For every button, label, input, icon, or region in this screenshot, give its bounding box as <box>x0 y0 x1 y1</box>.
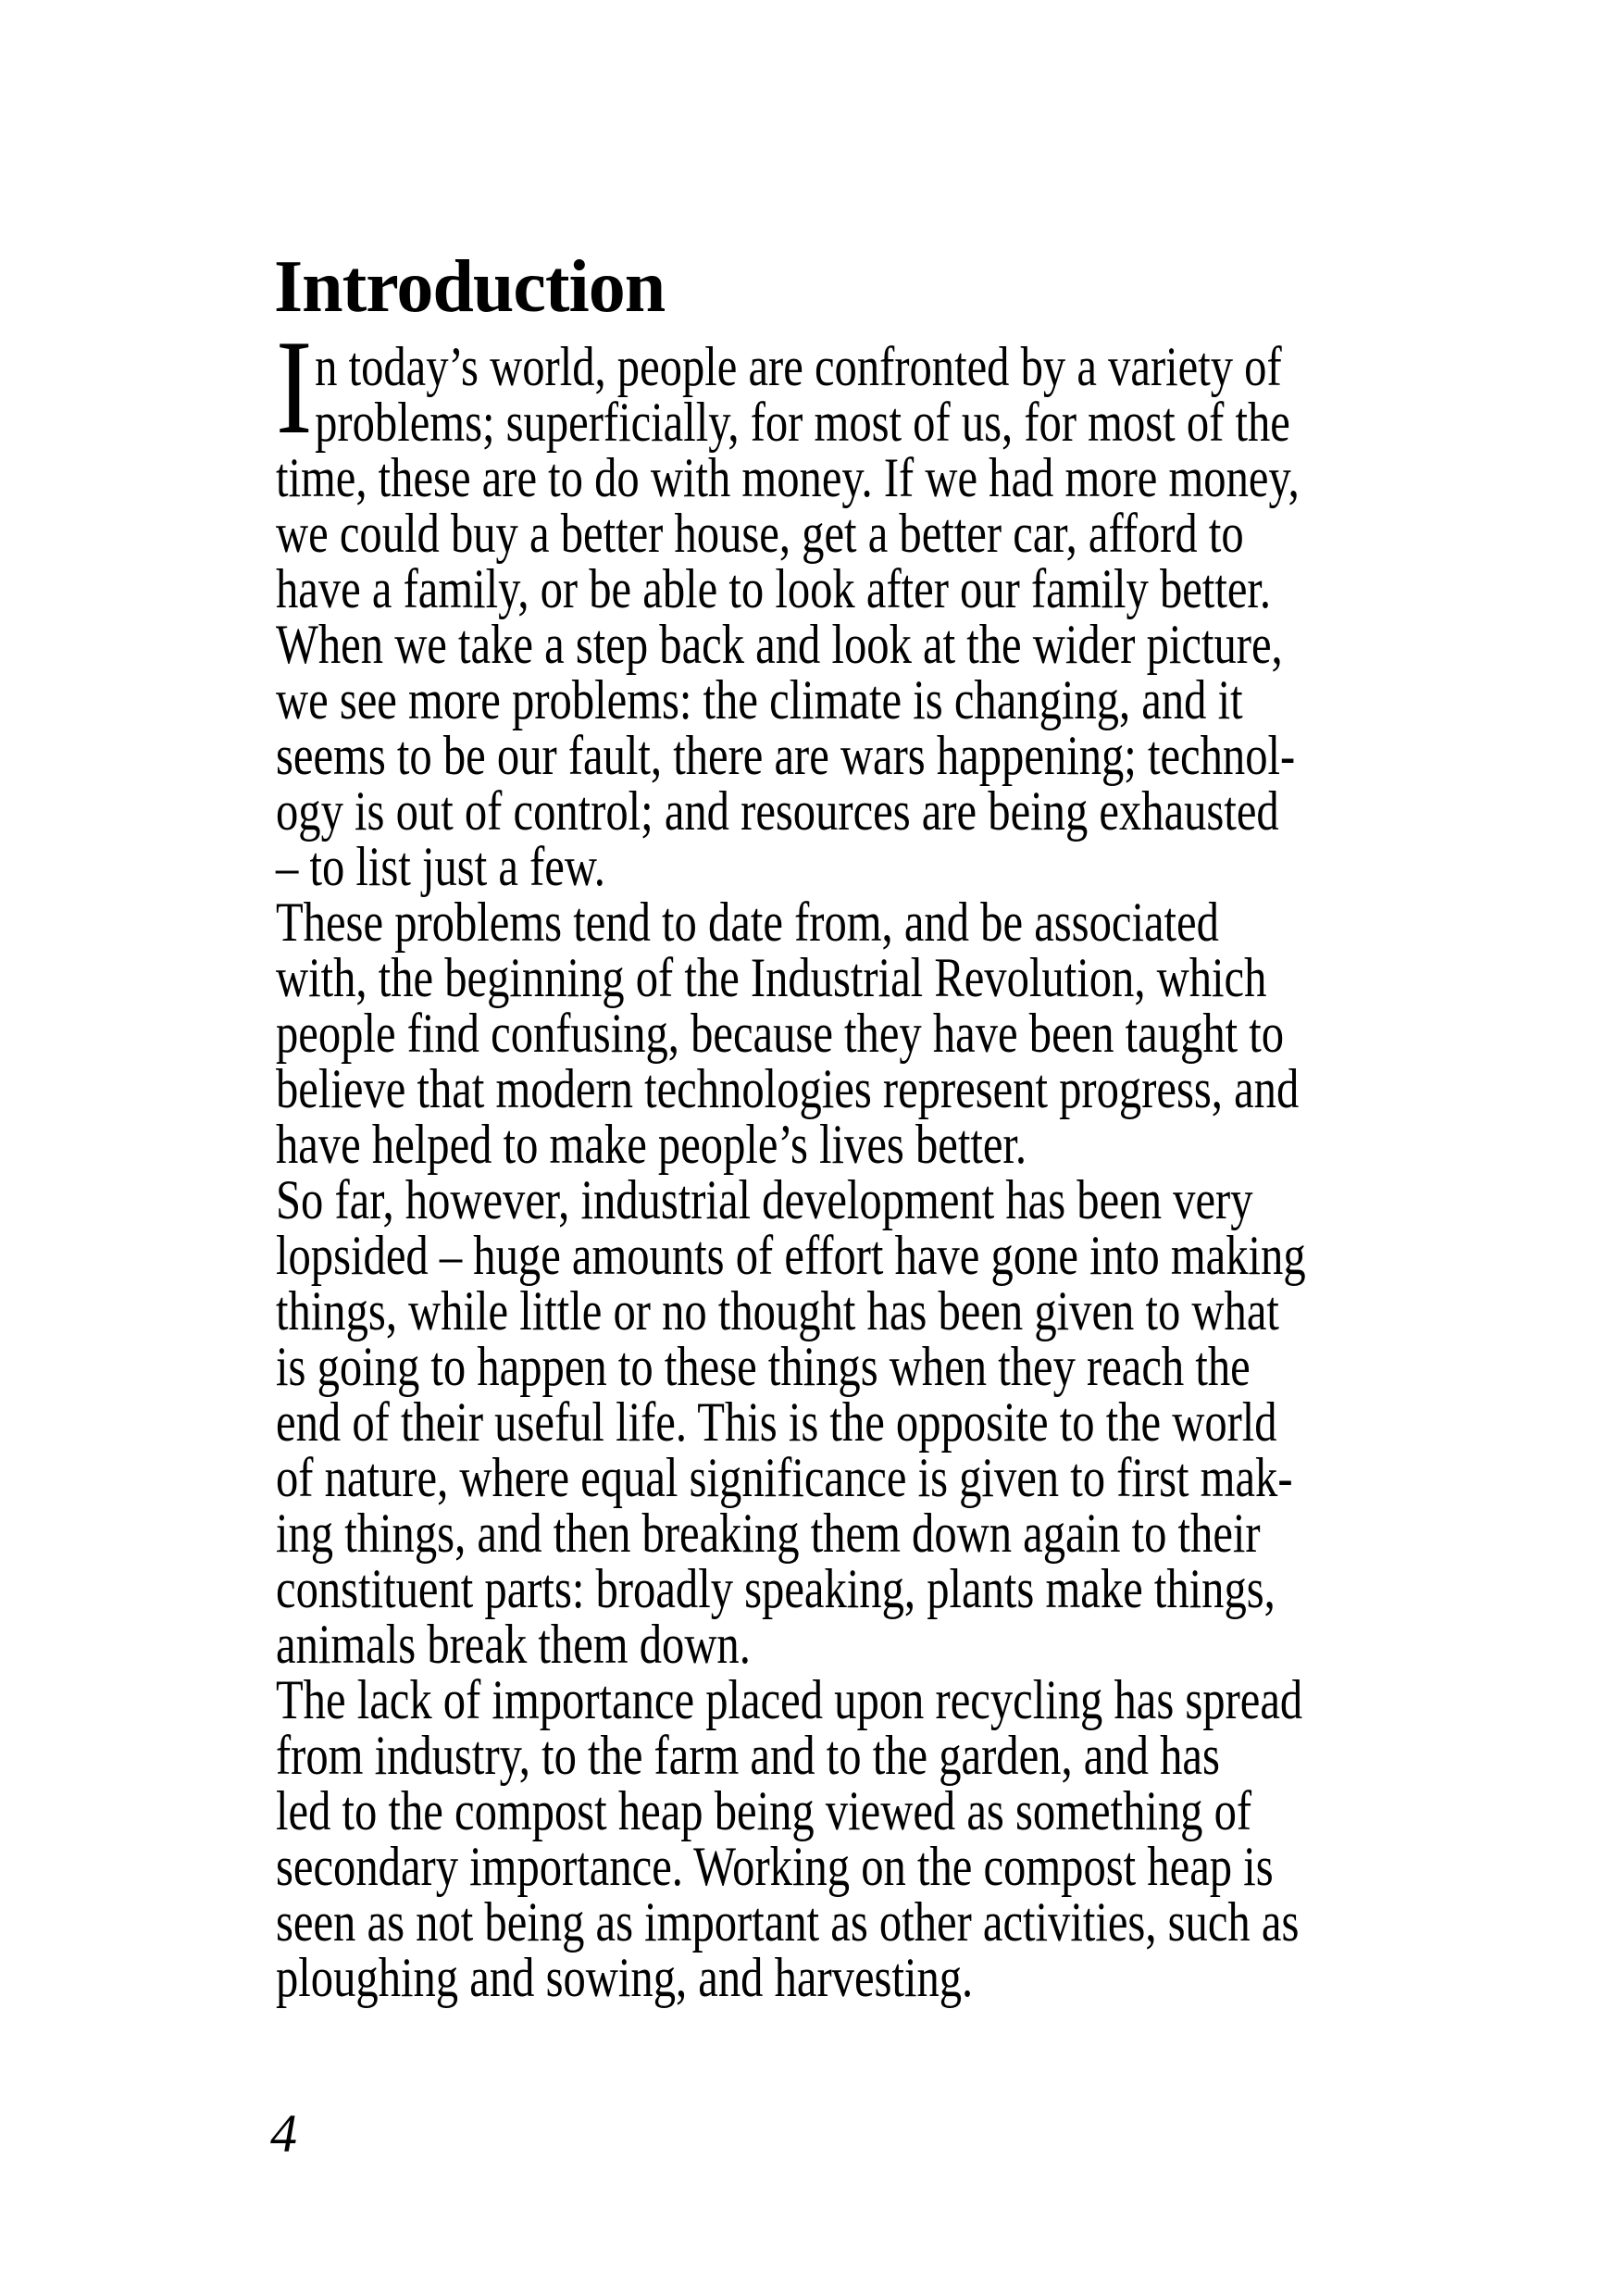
text-line: is going to happen to these things when they reach the <box>276 1336 1251 1397</box>
text-line: lopsided – huge amounts of effort have gone into making <box>276 1225 1306 1286</box>
text-line: have a family, or be able to look after our family better. <box>276 558 1272 619</box>
text-line: have helped to make people’s lives better. <box>276 1114 1027 1175</box>
chapter-heading: Introduction <box>274 246 666 328</box>
text-line: problems; superficially, for most of us, for most of the <box>315 392 1290 453</box>
paragraph <box>276 892 1340 1175</box>
text-line: When we take a step back and look at the wider picture, <box>276 614 1283 675</box>
text-line: believe that modern technologies represent progress, and <box>276 1058 1300 1119</box>
text-line: – to list just a few. <box>276 836 605 897</box>
text-line: constituent parts: broadly speaking, plants make things, <box>276 1558 1276 1619</box>
text-line: ogy is out of control; and resources are being exhausted <box>276 780 1279 842</box>
text-line: So far, however, industrial development has been very <box>276 1169 1253 1230</box>
text-line: The lack of importance placed upon recycling has spread <box>276 1669 1303 1730</box>
text-line: n today’s world, people are confronted by a variety of <box>315 336 1282 397</box>
text-line: of nature, where equal significance is given to first mak- <box>276 1447 1293 1508</box>
text-line: things, while little or no thought has been given to what <box>276 1280 1279 1341</box>
text-line: we see more problems: the climate is changing, and it <box>276 669 1243 730</box>
paragraph <box>276 312 1340 897</box>
text-line: people find confusing, because they have been taught to <box>276 1003 1285 1064</box>
paragraph <box>276 1169 1340 1675</box>
text-line: These problems tend to date from, and be associated <box>276 892 1219 953</box>
text-line: seems to be our fault, there are wars happening; technol- <box>276 725 1296 786</box>
text-line: we could buy a better house, get a better car, afford to <box>276 503 1244 564</box>
paragraph <box>276 1669 1340 2008</box>
text-line: end of their useful life. This is the opposite to the world <box>276 1391 1277 1453</box>
body-text <box>276 312 1340 2008</box>
text-line: led to the compost heap being viewed as something of <box>276 1780 1252 1841</box>
text-line: time, these are to do with money. If we had more money, <box>276 447 1300 508</box>
page-number: 4 <box>270 2103 297 2164</box>
drop-cap: I <box>276 312 313 462</box>
text-line: from industry, to the farm and to the garden, and has <box>276 1725 1220 1786</box>
text-line: ploughing and sowing, and harvesting. <box>276 1947 974 2008</box>
text-line: secondary importance. Working on the compost heap is <box>276 1836 1274 1897</box>
text-line: ing things, and then breaking them down again to their <box>276 1503 1261 1564</box>
text-line: animals break them down. <box>276 1614 751 1675</box>
text-line: seen as not being as important as other activities, such as <box>276 1891 1300 1953</box>
text-line: with, the beginning of the Industrial Revolution, which <box>276 947 1267 1008</box>
